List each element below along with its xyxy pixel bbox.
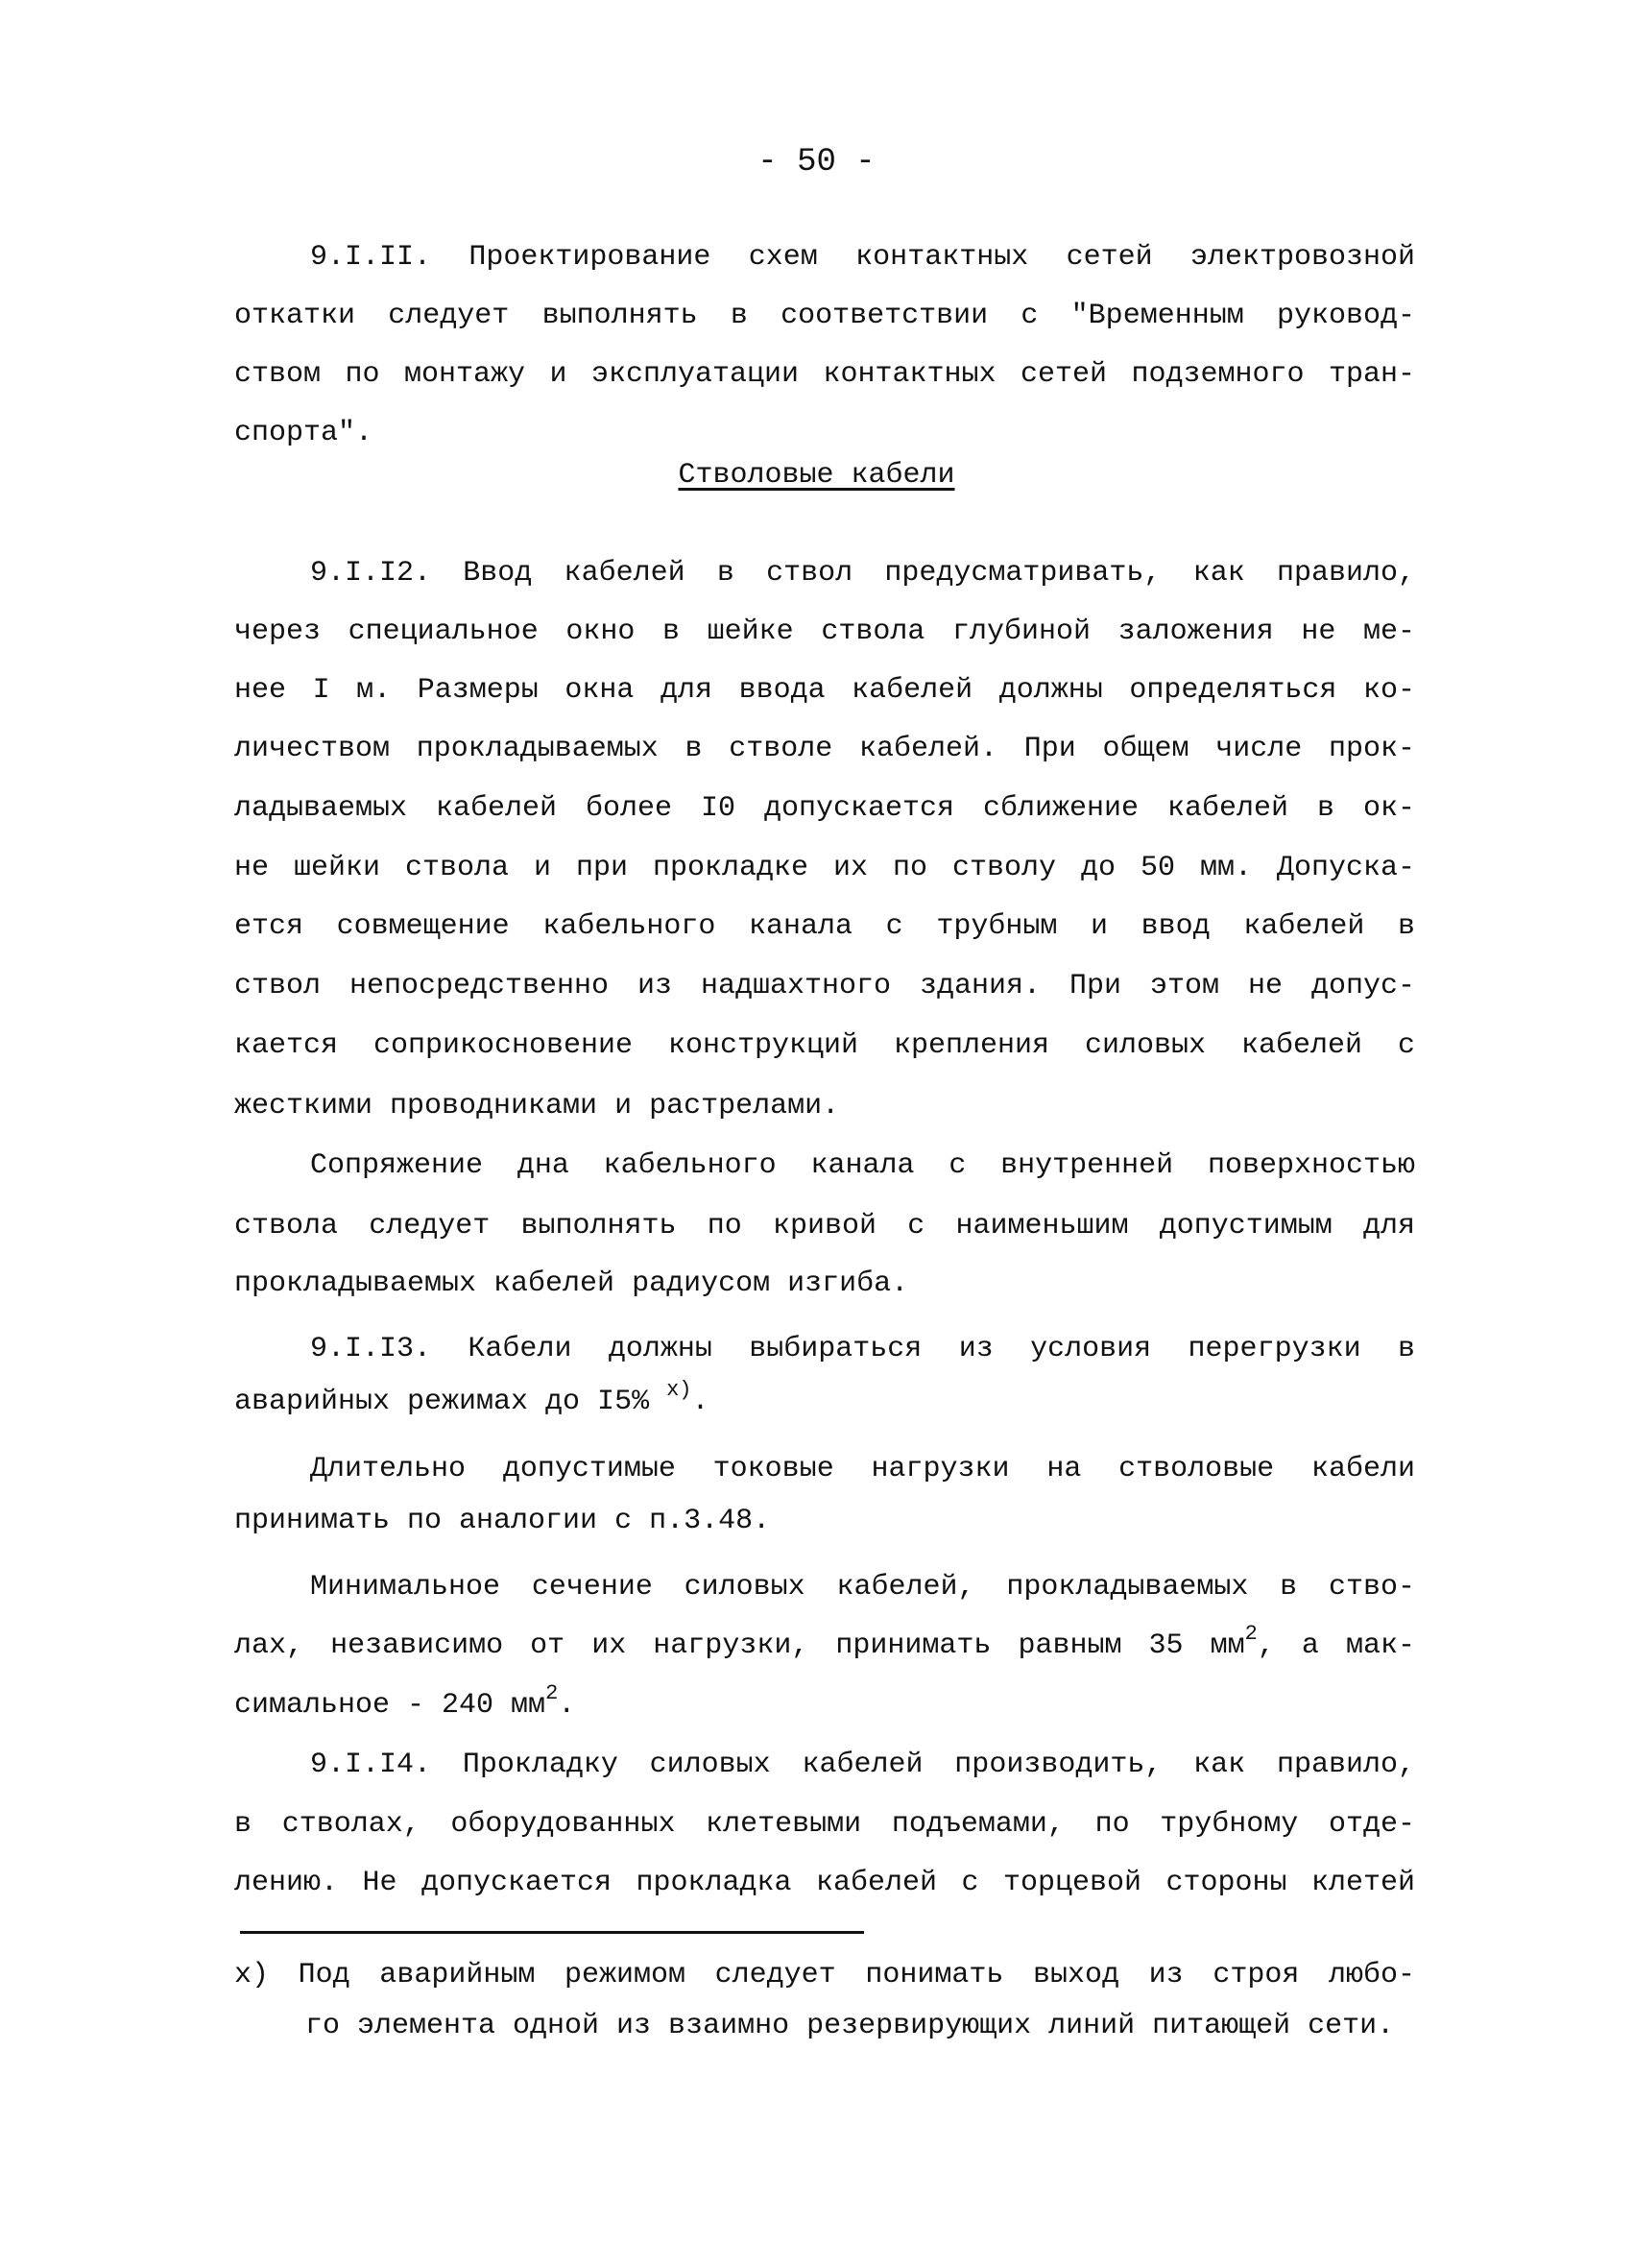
text-line: нее I м. Размеры окна для ввода кабелей должны определяться ко- (234, 674, 1415, 707)
footnote-line: x) Под аварийным режимом следует понимать выход из строя любо- (234, 1959, 1415, 1991)
text-line: 9.I.I4. Прокладку силовых кабелей производить, как правило, (310, 1749, 1415, 1781)
text-line: ствола следует выполнять по кривой с наименьшим допустимым для (234, 1210, 1415, 1243)
footnote-mark: x) (666, 1378, 692, 1402)
text-line: кается соприкосновение конструкций крепления силовых кабелей с (234, 1029, 1415, 1062)
text-line (234, 1378, 1415, 1421)
text-line: Минимальное сечение силовых кабелей, прокладываемых в ство- (310, 1571, 1415, 1604)
footnote-line: го элемента одной из взаимно резервирующих линий питающей сети. (305, 2010, 1395, 2042)
text-line: не шейки ствола и при прокладке их по стволу до 50 мм. Допуска- (234, 852, 1415, 884)
footnote-divider (240, 1931, 864, 1934)
text-line: спорта". (234, 417, 373, 449)
text-line: Длительно допустимые токовые нагрузки на стволовые кабели (310, 1453, 1415, 1485)
text-line (234, 1681, 1415, 1725)
text-line: ством по монтажу и эксплуатации контактных сетей подземного тран- (234, 358, 1415, 391)
superscript: 2 (545, 1681, 559, 1705)
text: симальное - 240 мм (234, 1689, 546, 1722)
heading-text: Стволовые кабели (678, 459, 955, 492)
text-line: прокладываемых кабелей радиусом изгиба. (234, 1267, 909, 1300)
text-line (234, 1622, 1415, 1665)
text-line: ется совмещение кабельного канала с трубным и ввод кабелей в (234, 910, 1415, 943)
text-line: принимать по аналогии с п.3.48. (234, 1505, 771, 1537)
text-line: ствол непосредственно из надшахтного здания. При этом не допус- (234, 970, 1415, 1002)
text: лах, независимо от их нагрузки, принимать равным 35 мм (234, 1629, 1245, 1662)
text-line: в стволах, оборудованных клетевыми подъемами, по трубному отде- (234, 1808, 1415, 1841)
superscript: 2 (1244, 1622, 1258, 1646)
text-line: откатки следует выполнять в соответствии с "Временным руковод- (234, 300, 1415, 332)
text-line: жесткими проводниками и растрелами. (234, 1090, 840, 1122)
section-heading (0, 459, 1633, 492)
text-line: через специальное окно в шейке ствола глубиной заложения не ме- (234, 615, 1415, 648)
text: аварийных режимах до I5% (234, 1386, 650, 1418)
text-line: Сопряжение дна кабельного канала с внутренней поверхностью (310, 1149, 1415, 1182)
text-line: ладываемых кабелей более I0 допускается сближение кабелей в ок- (234, 792, 1415, 825)
text: . (558, 1689, 576, 1722)
text-line: 9.I.I2. Ввод кабелей в ствол предусматривать, как правило, (310, 557, 1415, 590)
text-line: 9.I.II. Проектирование схем контактных сетей электровозной (310, 241, 1415, 274)
text-line: личеством прокладываемых в стволе кабелей. При общем числе прок- (234, 733, 1415, 765)
text-line: лению. Не допускается прокладка кабелей с торцевой стороны клетей (234, 1867, 1415, 1899)
page-number: - 50 - (757, 144, 876, 181)
text-line: 9.I.I3. Кабели должны выбираться из условия перегрузки в (310, 1333, 1415, 1365)
text: . (691, 1386, 709, 1418)
text: , а мак- (1257, 1629, 1415, 1662)
